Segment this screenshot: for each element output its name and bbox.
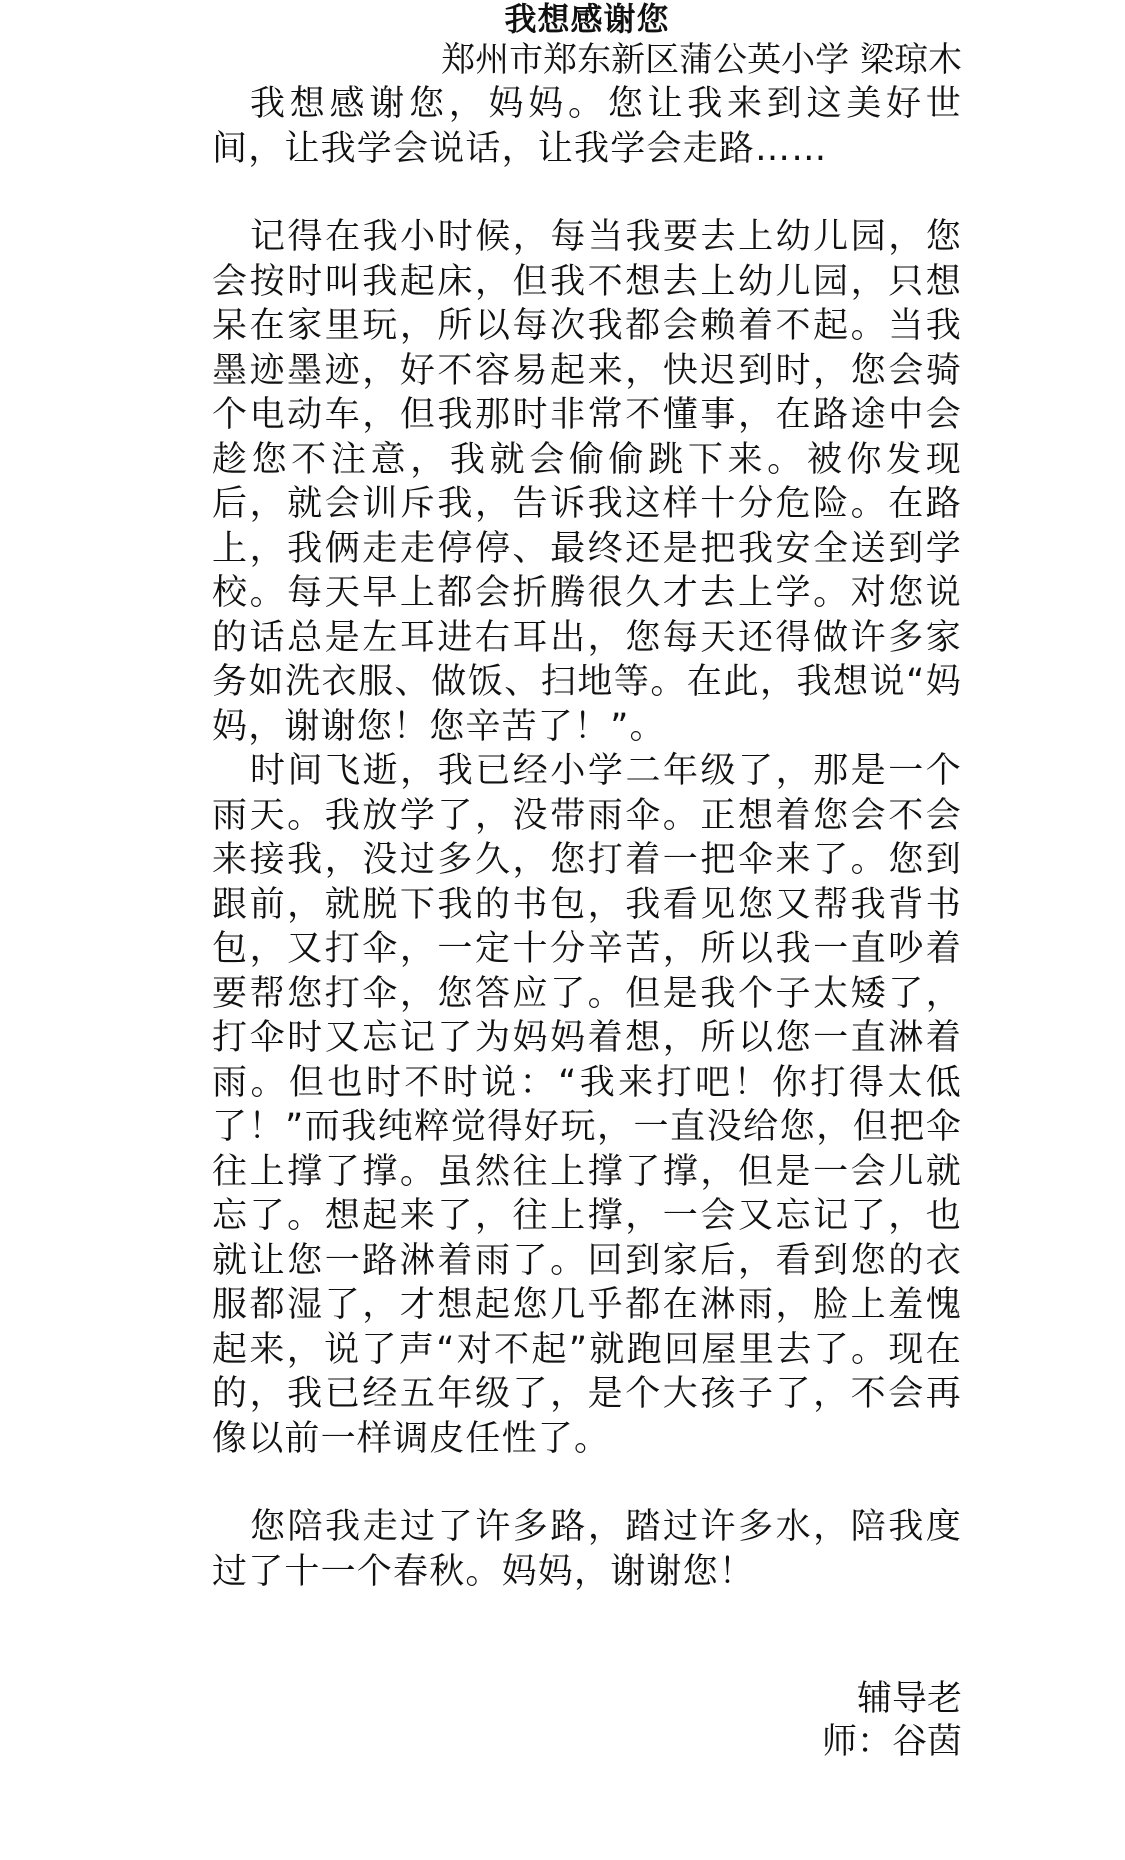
blank-line — [212, 1461, 962, 1505]
blank-line — [212, 171, 962, 215]
signature-line-2: 师：谷茵 — [821, 1722, 962, 1762]
essay-title: 我想感谢您 — [504, 0, 670, 38]
paragraph-closing: 您陪我走过了许多路，踏过许多水，陪我度过了十一个春秋。妈妈，谢谢您！ — [212, 1507, 962, 1592]
paragraph-kindergarten: 记得在我小时候，每当我要去上幼儿园，您会按时叫我起床，但我不想去上幼儿园，只想呆在家里玩，所以每次我都会赖着不起。当我墨迹墨迹，好不容易起来，快迟到时，您会骑个电动车，但我那时非常不懂事，在路途中会趁您不注意，我就会偷偷跳下来。被你发现后，就会训斥我，告诉我这样十分危险。在路上，我俩走走停停、最终还是把我安全送到学校。每天早上都会折腾很久才去上学。对您说的话总是左耳进右耳出，您每天还得做许多家务如洗衣服、做饭、扫地等。在此，我想说“妈妈，谢谢您！您辛苦了！”。 — [212, 217, 962, 747]
author-line: 郑州市郑东新区蒲公英小学 梁琼木 — [441, 40, 962, 80]
paragraph-intro: 我想感谢您，妈妈。您让我来到这美好世间，让我学会说话，让我学会走路…… — [212, 84, 962, 169]
blank-line — [212, 1636, 962, 1678]
paragraph-rainy-day: 时间飞逝，我已经小学二年级了，那是一个雨天。我放学了，没带雨伞。正想着您会不会来接我，没过多久，您打着一把伞来了。您到跟前，就脱下我的书包，我看见您又帮我背书包，又打伞，一定十分辛苦，所以我一直吵着要帮您打伞，您答应了。但是我个子太矮了，打伞时又忘记了为妈妈着想，所以您一直淋着雨。但也时不时说：“我来打吧！你打得太低了！”而我纯粹觉得好玩，一直没给您，但把伞往上撑了撑。虽然往上撑了撑，但是一会儿就忘了。想起来了，往上撑，一会又忘记了，也就让您一路淋着雨了。回到家后，看到您的衣服都湿了，才想起您几乎都在淋雨，脸上羞愧起来，说了声“对不起”就跑回屋里去了。现在的，我已经五年级了，是个大孩子了，不会再像以前一样调皮任性了。 — [212, 751, 962, 1459]
blank-line — [212, 1594, 962, 1636]
signature-line-1: 辅导老 — [856, 1679, 962, 1719]
essay-column — [212, 0, 962, 1764]
